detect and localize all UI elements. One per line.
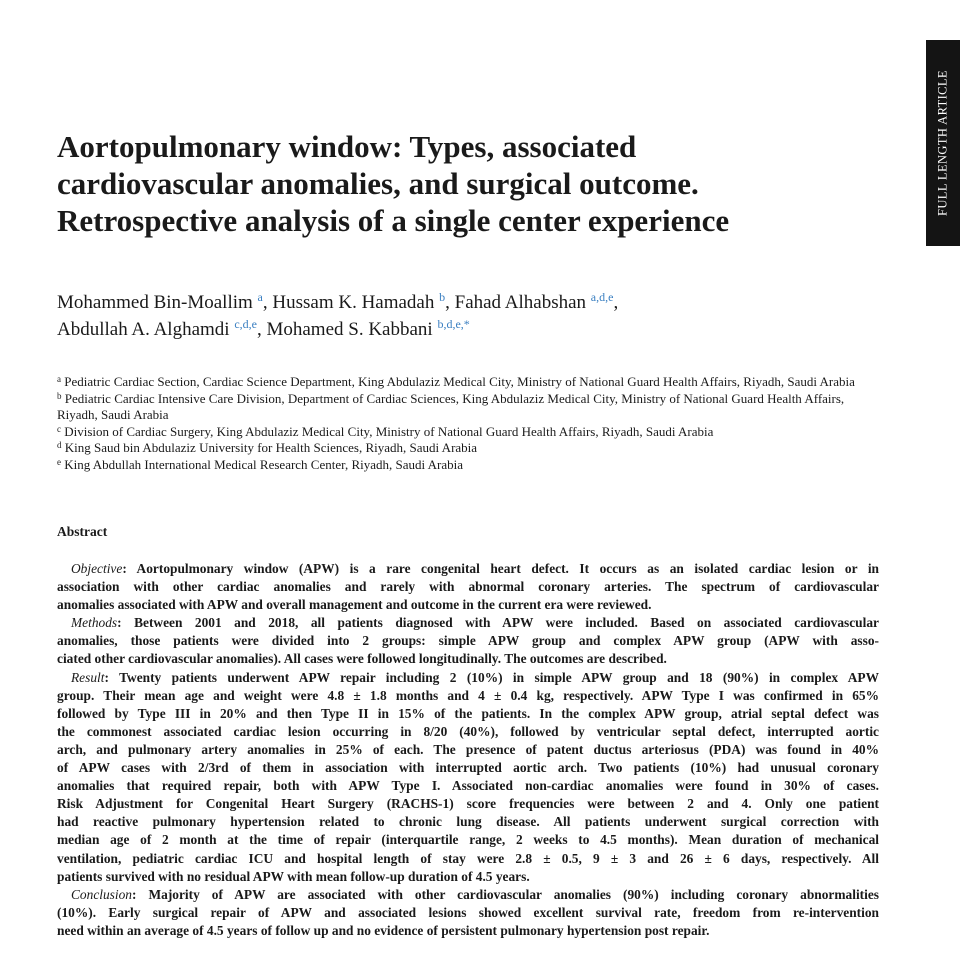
abstract-result [57,669,879,886]
abstract-line: ciated other cardiovascular anomalies). All cases were followed longitudinally. The outcomes are described. [57,651,667,667]
author-name: Fahad Alhabshan [454,292,587,313]
article-title [57,128,897,239]
abstract-line: need within an average of 4.5 years of follow up and no evidence of persistent pulmonary hypertension post repair. [57,922,710,938]
abstract-conclusion [57,886,879,940]
abstract-line: anomalies associated with APW and overall management and outcome in the current era were reviewed. [57,597,652,613]
affiliation-text: King Saud bin Abdulaziz University for Health Sciences, Riyadh, Saudi Arabia [64,440,478,456]
abstract-line: group. Their mean age and weight were 4.8 ± 1.8 months and 4 ± 0.4 kg, respectively. APW Type I was confirmed in 65% [57,687,879,703]
affiliation-marker: a [57,374,61,384]
abstract-section-label: Conclusion [71,886,133,902]
abstract-section-label: Methods [71,615,118,631]
abstract-line: the commonest associated cardiac lesion occurring in 8/20 (40%), followed by ventricular septal defect, interrupted aortic [57,723,879,739]
abstract-line: anomalies, those patients were divided into 2 groups: simple APW group and complex APW group (APW with asso- [57,633,879,649]
abstract-line: median age of 2 month at the time of repair (interquartile range, 2 weeks to 4.5 months). Mean duration of mechanical [57,832,879,848]
abstract-line: of APW cases with 2/3rd of them in association with interrupted aortic arch. Two patients (10%) had unusual coronary [57,760,879,776]
abstract-line: arch, and pulmonary artery anomalies in 25% of each. The presence of patent ductus arteriosus (PDA) was found in 40% [57,741,879,757]
author-name: Abdullah A. Alghamdi [57,319,230,340]
affiliation-marker: d [57,440,62,451]
article-type-tab [926,40,960,246]
abstract-line: (10%). Early surgical repair of APW and associated lesions showed excellent survival rate, freedom from re-intervention [57,904,879,920]
abstract-methods [57,614,879,668]
author-affiliation-marker[interactable]: c,d,e [234,317,257,331]
author-name: Hussam K. Hamadah [272,292,435,313]
abstract-heading: Abstract [57,524,108,539]
title-line: Retrospective analysis of a single center experience [57,203,730,238]
abstract-section-label: Objective [71,561,123,576]
author-list [57,289,897,343]
author-name: Mohammed Bin-Moallim [57,292,253,313]
affiliation-marker: b [57,390,62,401]
abstract-line: followed by Type III in 20% and then Type II in 15% of the patients. In the complex APW group, atrial septal defect was [57,705,879,721]
abstract-body [57,560,879,940]
affiliation-marker: e [57,456,61,467]
affiliation-item [57,457,887,474]
affiliation-marker: c [57,423,61,434]
affiliation-list [57,374,887,474]
abstract-line: Risk Adjustment for Congenital Heart Surgery (RACHS-1) score frequencies were between 2 and 4. Only one patient [57,796,879,812]
abstract-line: anomalies that required repair, both with APW Type I. Associated non-cardiac anomalies were found in 30% of cases. [57,778,879,794]
abstract-objective [57,560,879,614]
abstract-line: Methods: Between 2001 and 2018, all patients diagnosed with APW were included. Based on associated cardiovascular [71,615,879,631]
abstract-line: Objective: Aortopulmonary window (APW) is a rare congenital heart defect. It occurs as an isolated cardiac lesion or in [71,561,879,576]
abstract-section-label: Result [71,669,105,685]
author-affiliation-marker[interactable]: a,d,e [590,290,614,304]
affiliation-text: Division of Cardiac Surgery, King Abdulaziz Medical City, Ministry of National Guard Health Affairs, Riyadh, Saudi Arabia [64,423,714,439]
abstract-line: patients survived with no residual APW with mean follow-up duration of 4.5 years. [57,868,530,884]
abstract-line: had reactive pulmonary hypertension related to chronic lung disease. All patients underwent surgical correction with [57,814,879,830]
author-name: Mohamed S. Kabbani [266,319,433,340]
affiliation-text: King Abdullah International Medical Research Center, Riyadh, Saudi Arabia [64,456,464,472]
abstract-line: Result: Twenty patients underwent APW repair including 2 (10%) in simple APW group and 18 (90%) in complex APW [71,669,879,685]
author-line: Mohammed Bin-Moallim $^a$, Hussam K. Hamadah $^b$, Fahad Alhabshan $^{a,d,e}$, [57,290,619,313]
affiliation-item [57,424,887,441]
author-affiliation-marker[interactable]: b,d,e,* [437,317,470,331]
affiliation-item [57,391,887,424]
abstract-line: ventilation, pediatric cardiac ICU and hospital length of stay were 2.8 ± 0.5, 9 ± 3 and 26 ± 6 days, respectively. All [57,850,879,866]
article-type-label: FULL LENGTH ARTICLE [935,70,950,216]
affiliation-text: Pediatric Cardiac Section, Cardiac Science Department, King Abdulaziz Medical City, Ministry of National Guard Health Affairs, Riyadh, Saudi Arabia [64,374,855,389]
affiliation-item [57,440,887,457]
affiliation-item [57,374,887,391]
title-line: Aortopulmonary window: Types, associated [57,129,637,164]
author-affiliation-marker[interactable]: b [439,290,446,304]
affiliation-text: Pediatric Cardiac Intensive Care Division, Department of Cardiac Sciences, King Abdulaziz Medical City, Ministry of National Guard Health Affairs, Riyadh, Saudi Arabia [57,390,845,423]
abstract-line: association with other cardiac anomalies and rarely with abnormal coronary arteries. The spectrum of cardiovascular [57,579,879,595]
author-line: Abdullah A. Alghamdi $^{c,d,e}$, Mohamed S. Kabbani $^{b,d,e,*}$ [57,317,470,340]
abstract-line: Conclusion: Majority of APW are associated with other cardiovascular anomalies (90%) including coronary abnormalities [71,886,879,902]
title-line: cardiovascular anomalies, and surgical outcome. [57,166,699,201]
author-affiliation-marker[interactable]: a [257,290,263,304]
